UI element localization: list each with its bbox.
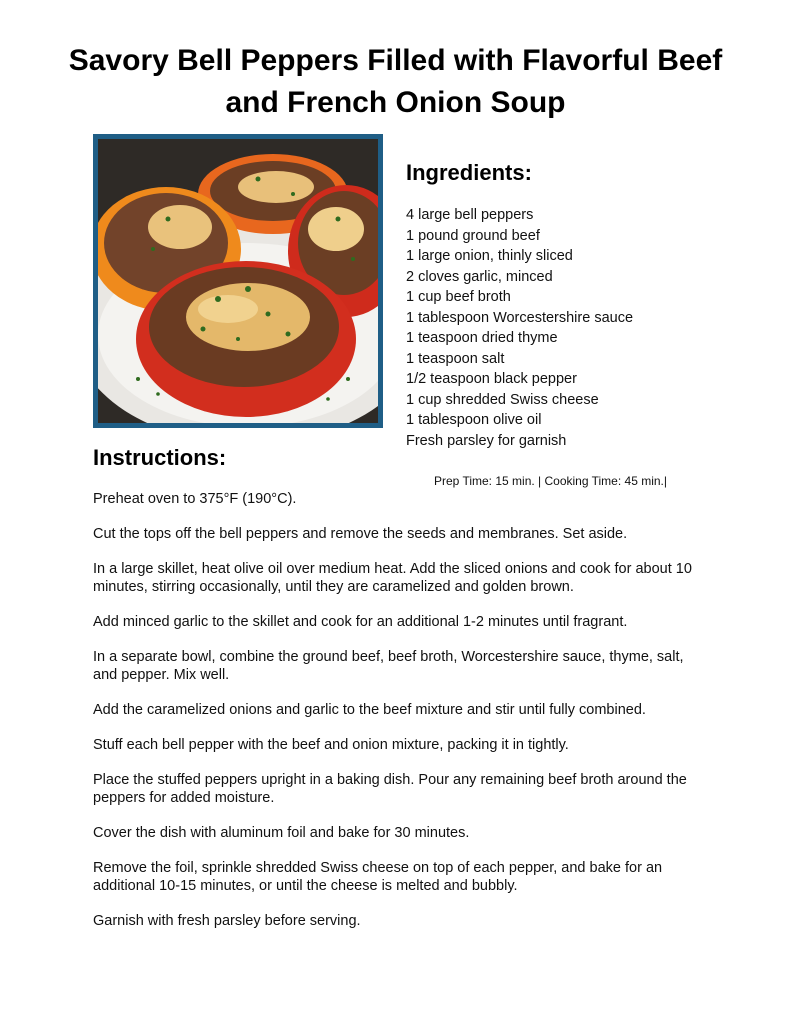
instruction-step: Stuff each bell pepper with the beef and onion mixture, packing it in tightly. <box>93 737 569 753</box>
ingredient-item: 2 cloves garlic, minced <box>406 268 553 285</box>
ingredient-item: 4 large bell peppers <box>406 207 534 223</box>
instruction-step: Add the caramelized onions and garlic to the beef mixture and stir until fully combined. <box>93 702 646 718</box>
ingredient-item: 1 large onion, thinly sliced <box>406 248 573 264</box>
recipe-title: Savory Bell Peppers Filled with Flavorful Beef and French Onion Soup <box>68 44 723 119</box>
instruction-step: Add minced garlic to the skillet and cook for an additional 1-2 minutes until fragrant. <box>93 614 628 630</box>
ingredients-heading: Ingredients: <box>406 160 532 185</box>
instruction-step: Remove the foil, sprinkle shredded Swiss cheese on top of each pepper, and bake for an additional 10-15 minutes, or until the cheese is melted and bubbly. <box>93 860 663 894</box>
ingredient-item: 1 cup shredded Swiss cheese <box>406 391 599 408</box>
ingredient-item: 1 tablespoon olive oil <box>406 412 542 428</box>
instruction-step: Cut the tops off the bell peppers and remove the seeds and membranes. Set aside. <box>93 526 628 542</box>
stuffed-peppers-photo <box>93 134 383 428</box>
ingredient-item: 1 tablespoon Worcestershire sauce <box>406 309 634 326</box>
ingredient-item: Fresh parsley for garnish <box>406 432 567 449</box>
instructions-heading: Instructions: <box>93 445 227 470</box>
ingredient-item: 1 pound ground beef <box>406 227 540 244</box>
instruction-step: Cover the dish with aluminum foil and bake for 30 minutes. <box>93 825 470 841</box>
instruction-step: Preheat oven to 375°F (190°C). <box>93 491 297 507</box>
time-info: Prep Time: 15 min. | Cooking Time: 45 min.| <box>434 474 667 488</box>
ingredient-item: 1 teaspoon salt <box>406 350 505 367</box>
instruction-step: In a large skillet, heat olive oil over medium heat. Add the sliced onions and cook for about 10 minutes, stirring occasionally, until they are caramelized and golden brown. <box>93 561 692 595</box>
ingredient-item: 1/2 teaspoon black pepper <box>406 371 577 387</box>
ingredient-item: 1 teaspoon dried thyme <box>406 330 558 346</box>
ingredients-list <box>406 205 633 451</box>
ingredient-item: 1 cup beef broth <box>406 289 511 305</box>
instruction-step: Place the stuffed peppers upright in a baking dish. Pour any remaining beef broth around the peppers for added moisture. <box>93 772 687 806</box>
instruction-step: Garnish with fresh parsley before serving. <box>93 913 361 929</box>
stuffed-peppers-illustration <box>98 139 378 423</box>
instructions-list <box>93 490 703 947</box>
instruction-step: In a separate bowl, combine the ground beef, beef broth, Worcestershire sauce, thyme, salt, and pepper. Mix well. <box>93 649 684 683</box>
